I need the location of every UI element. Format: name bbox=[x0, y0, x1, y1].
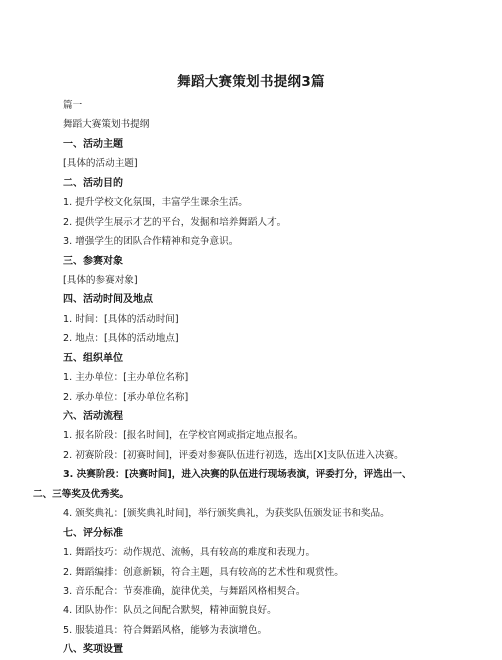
purpose-item-1: 1. 提升学校文化氛围，丰富学生课余生活。 bbox=[63, 197, 248, 209]
participants-placeholder: [具体的参赛对象] bbox=[63, 274, 138, 286]
scoring-item-4: 4. 团队协作：队员之间配合默契，精神面貌良好。 bbox=[63, 605, 277, 617]
heading-organizers: 五、组织单位 bbox=[63, 352, 123, 364]
theme-placeholder: [具体的活动主题] bbox=[63, 158, 138, 170]
time-item: 1. 时间：[具体的活动时间] bbox=[63, 313, 179, 325]
heading-process: 六、活动流程 bbox=[63, 411, 123, 422]
heading-theme: 一、活动主题 bbox=[63, 138, 123, 150]
purpose-item-3: 3. 增强学生的团队合作精神和竞争意识。 bbox=[63, 236, 239, 248]
place-item: 2. 地点：[具体的活动地点] bbox=[63, 333, 179, 345]
host-item: 1. 主办单位：[主办单位名称] bbox=[63, 372, 189, 384]
section-label: 篇一 bbox=[63, 100, 83, 111]
scoring-item-2: 2. 舞蹈编排：创意新颖，符合主题，具有较高的艺术性和观赏性。 bbox=[63, 566, 344, 578]
process-item-3-continued: 二、三等奖及优秀奖。 bbox=[33, 488, 129, 500]
scoring-item-5: 5. 服装道具：符合舞蹈风格，能够为表演增色。 bbox=[63, 624, 268, 636]
process-item-4: 4. 颁奖典礼：[颁奖典礼时间]，举行颁奖典礼，为获奖队伍颁发证书和奖品。 bbox=[63, 508, 390, 520]
organizer-item: 2. 承办单位：[承办单位名称] bbox=[63, 391, 189, 403]
heading-awards: 八、奖项设置 bbox=[63, 644, 123, 656]
outline-subtitle: 舞蹈大赛策划书提纲 bbox=[63, 119, 150, 131]
scoring-item-1: 1. 舞蹈技巧：动作规范、流畅，具有较高的难度和表现力。 bbox=[63, 547, 316, 559]
heading-time-place: 四、活动时间及地点 bbox=[63, 294, 153, 306]
purpose-item-2: 2. 提供学生展示才艺的平台，发掘和培养舞蹈人才。 bbox=[63, 216, 287, 228]
heading-purpose: 二、活动目的 bbox=[63, 177, 123, 189]
document-body bbox=[33, 96, 463, 660]
heading-participants: 三、参赛对象 bbox=[63, 255, 123, 267]
process-item-3: 3. 决赛阶段：[决赛时间]，进入决赛的队伍进行现场表演，评委打分，评选出一、 bbox=[63, 469, 412, 481]
process-item-1: 1. 报名阶段：[报名时间]，在学校官网或指定地点报名。 bbox=[63, 430, 304, 442]
heading-scoring: 七、评分标准 bbox=[63, 527, 123, 539]
scoring-item-3: 3. 音乐配合：节奏准确，旋律优美，与舞蹈风格相契合。 bbox=[63, 585, 306, 597]
document-title: 舞蹈大赛策划书提纲3篇 bbox=[177, 74, 325, 90]
process-item-2: 2. 初赛阶段：[初赛时间]，评委对参赛队伍进行初选，选出[X]支队伍进入决赛。 bbox=[63, 449, 404, 461]
